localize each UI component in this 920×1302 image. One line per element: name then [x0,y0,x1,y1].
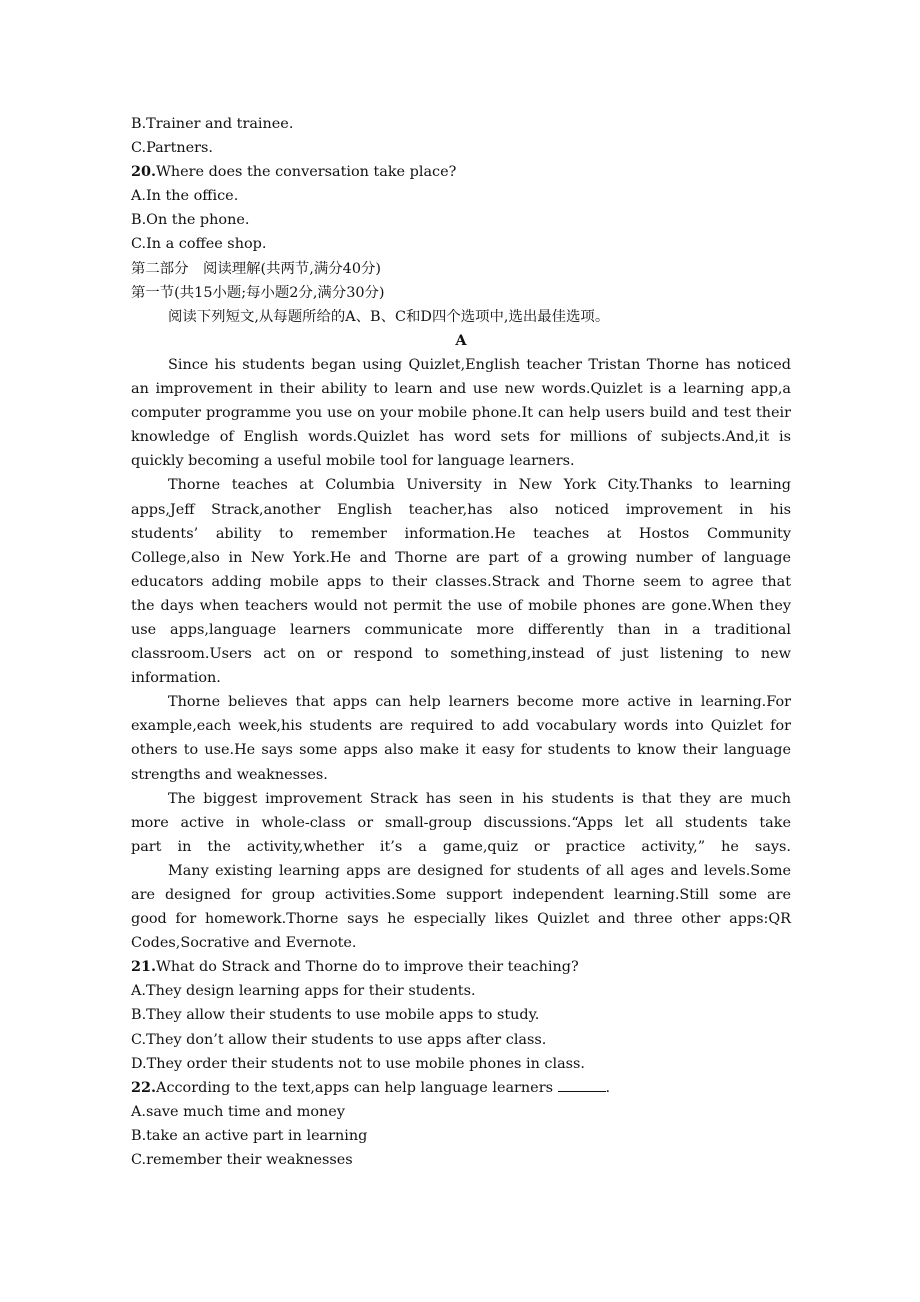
paragraph-line: are designed for group activities.Some support independent learning.Still some are [131,887,791,903]
paragraph-line: Since his students began using Quizlet,English teacher Tristan Thorne has noticed [168,356,791,373]
paragraph-line: Thorne believes that apps can help learners become more active in learning.For [168,694,791,711]
paragraph-line: more active in whole-class or small-group discussions.“Apps let all students take [131,814,791,831]
paragraph-line: an improvement in their ability to learn and use new words.Quizlet is a learning app,a [131,381,791,398]
paragraph-line: College,also in New York.He and Thorne are part of a growing number of language [131,549,791,566]
paragraph-line: example,each week,his students are required to add vocabulary words into Quizlet for [131,718,791,735]
passage-label: A [455,331,467,349]
exam-page [131,112,791,1172]
paragraph-line: The biggest improvement Strack has seen in his students is that they are much [168,790,791,807]
question-text: Where does the conversation take place? [156,164,457,181]
paragraph-line: apps,Jeff Strack,another English teacher,has also noticed improvement in his [131,501,791,518]
paragraph-line: Many existing learning apps are designed for students of all ages and levels.Some [168,862,791,879]
paragraph-line: quickly becoming a useful mobile tool for language learners. [131,453,575,470]
paragraph-line: others to use.He says some apps also make it easy for students to know their language [131,742,791,759]
option-d: D.They order their students not to use mobile phones in class. [131,1055,586,1072]
option-a: A.In the office. [131,188,239,205]
paragraph-5 [131,859,791,955]
paragraph-line: use apps,language learners communicate more differently than in a traditional [131,621,791,638]
option-a: A.They design learning apps for their students. [131,983,476,1000]
question-20 [131,160,791,184]
question-end: . [605,1079,611,1096]
question-number: 20. [131,163,157,181]
paragraph-4 [131,787,791,859]
paragraph-1 [131,353,791,473]
paragraph-line: students’ ability to remember information.He teaches at Hostos Community [131,525,791,542]
option-c: C.Partners. [131,140,213,157]
paragraph-line: knowledge of English words.Quizlet has word sets for millions of subjects.And,it is [131,429,791,446]
option-a: A.save much time and money [131,1103,345,1120]
option-c: C.In a coffee shop. [131,236,267,253]
option-b: B.On the phone. [131,212,250,229]
question-21 [131,955,791,979]
paragraph-line: Thorne teaches at Columbia University in New York City.Thanks to learning [168,477,791,494]
paragraph-2 [131,473,791,690]
option-b: B.They allow their students to use mobile apps to study. [131,1007,540,1024]
option-c: C.They don’t allow their students to use apps after class. [131,1031,547,1048]
question-text: According to the text,apps can help language learners [156,1079,553,1096]
paragraph-line: information. [131,670,221,687]
answer-blank [558,1077,606,1092]
section-heading: 第二部分 阅读理解(共两节,满分40分) [131,260,381,277]
paragraph-line: educators adding mobile apps to their classes.Strack and Thorne seem to agree that [131,573,791,590]
subsection-heading: 第一节(共15小题;每小题2分,满分30分) [131,284,385,301]
option-c: C.remember their weaknesses [131,1152,353,1169]
question-22 [131,1076,791,1100]
paragraph-line: Codes,Socrative and Evernote. [131,935,357,952]
paragraph-3 [131,690,791,786]
paragraph-line: strengths and weaknesses. [131,766,328,783]
paragraph-line: the days when teachers would not permit the use of mobile phones are gone.When they [131,597,791,614]
question-text: What do Strack and Thorne do to improve their teaching? [156,959,579,976]
paragraph-line: classroom.Users act on or respond to something,instead of just listening to new [131,646,791,663]
instruction: 阅读下列短文,从每题所给的A、B、C和D四个选项中,选出最佳选项。 [168,308,610,325]
paragraph-line: computer programme you use on your mobile phone.It can help users build and test their [131,405,791,422]
question-number: 21. [131,958,157,976]
paragraph-line: good for homework.Thorne says he especially likes Quizlet and three other apps:QR [131,911,791,928]
option-b: B.Trainer and trainee. [131,116,294,132]
option-b: B.take an active part in learning [131,1127,368,1144]
paragraph-line: part in the activity,whether it’s a game,quiz or practice activity,” he says. [131,838,791,855]
question-number: 22. [131,1078,157,1096]
